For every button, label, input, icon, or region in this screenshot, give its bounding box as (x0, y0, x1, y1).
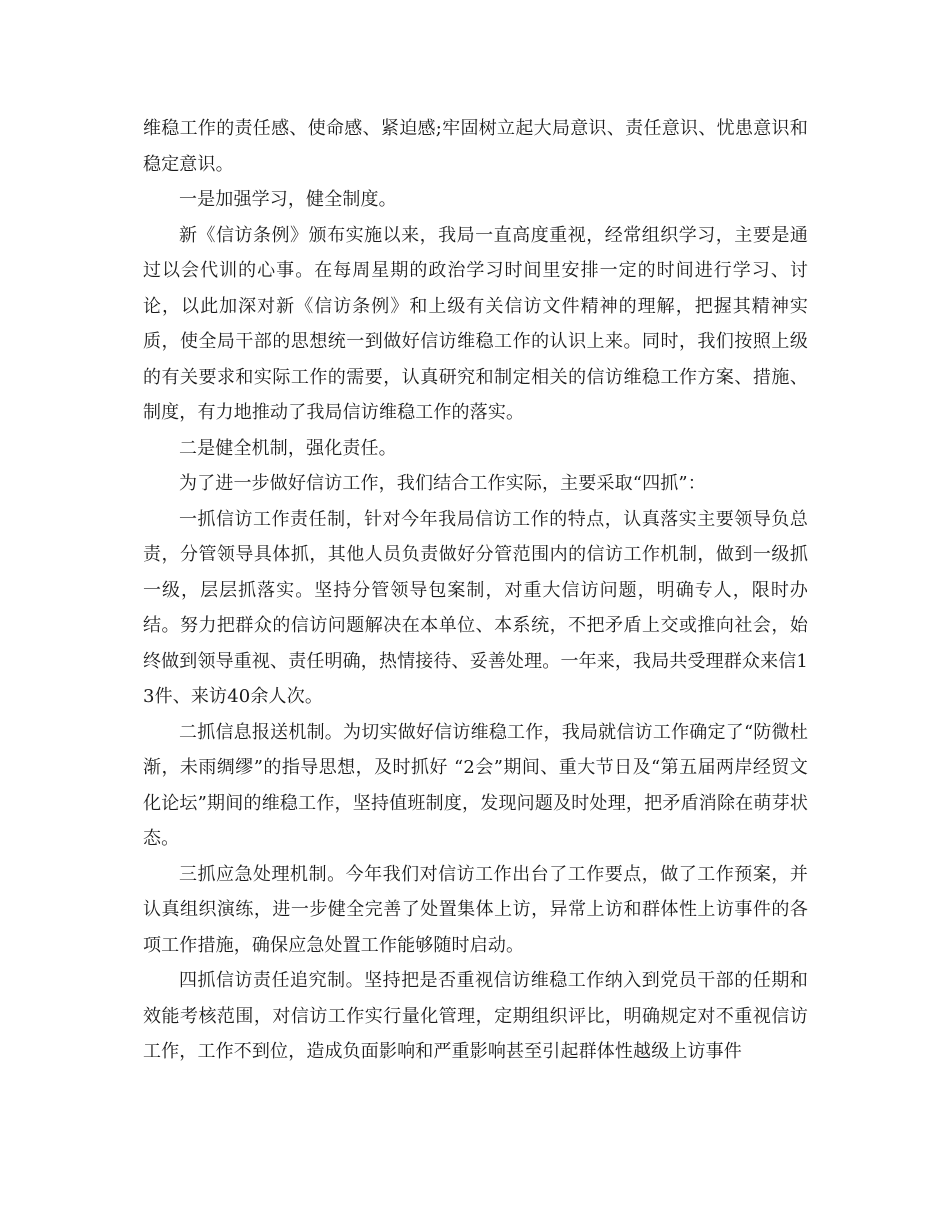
paragraph-measure-3: 三抓应急处理机制。今年我们对信访工作出台了工作要点，做了工作预案，并认真组织演练，进一步健全完善了处置集体上访，异常上访和群体性上访事件的各项工作措施，确保应急处置工作能够随时启动。 (143, 863, 808, 956)
paragraph-four-measures-intro: 为了进一步做好信访工作，我们结合工作实际，主要采取“四抓”： (179, 473, 706, 494)
paragraph-measure-2: 二抓信息报送机制。为切实做好信访维稳工作，我局就信访工作确定了“防微杜渐，未雨绸缪”的指导思想，及时抓好 “2会”期间、重大节日及“第五届两岸经贸文化论坛”期间的维稳工作，坚持值班制度，发现问题及时处理，把矛盾消除在萌芽状态。 (143, 721, 808, 849)
section-heading-mechanism: 二是健全机制，强化责任。 (179, 437, 397, 459)
paragraph-study: 新《信访条例》颁布实施以来，我局一直高度重视，经常组织学习，主要是通过以会代训的心事。在每周星期的政治学习时间里安排一定的时间进行学习、讨论，以此加深对新《信访条例》和上级有关信访文件精神的理解，把握其精神实质，使全局干部的思想统一到做好信访维稳工作的认识上来。同时，我们按照上级的有关要求和实际工作的需要，认真研究和制定相关的信访维稳工作方案、措施、制度，有力地推动了我局信访维稳工作的落实。 (143, 224, 808, 423)
document-body (143, 111, 808, 1070)
paragraph-measure-4: 四抓信访责任追究制。坚持把是否重视信访维稳工作纳入到党员干部的任期和效能考核范围，对信访工作实行量化管理，定期组织评比，明确规定对不重视信访工作，工作不到位，造成负面影响和严重影响甚至引起群体性越级上访事件 (143, 970, 808, 1062)
paragraph-measure-1: 一抓信访工作责任制，针对今年我局信访工作的特点，认真落实主要领导负总责，分管领导具体抓，其他人员负责做好分管范围内的信访工作机制，做到一级抓一级，层层抓落实。坚持分管领导包案制，对重大信访问题，明确专人，限时办结。努力把群众的信访问题解决在本单位、本系统，不把矛盾上交或推向社会，始终做到领导重视、责任明确，热情接待、妥善处理。一年来，我局共受理群众来信13件、来访40余人次。 (143, 508, 808, 707)
paragraph-continuation: 维稳工作的责任感、使命感、紧迫感;牢固树立起大局意识、责任意识、忧患意识和稳定意识。 (143, 118, 808, 175)
section-heading-study: 一是加强学习，健全制度。 (179, 189, 397, 210)
